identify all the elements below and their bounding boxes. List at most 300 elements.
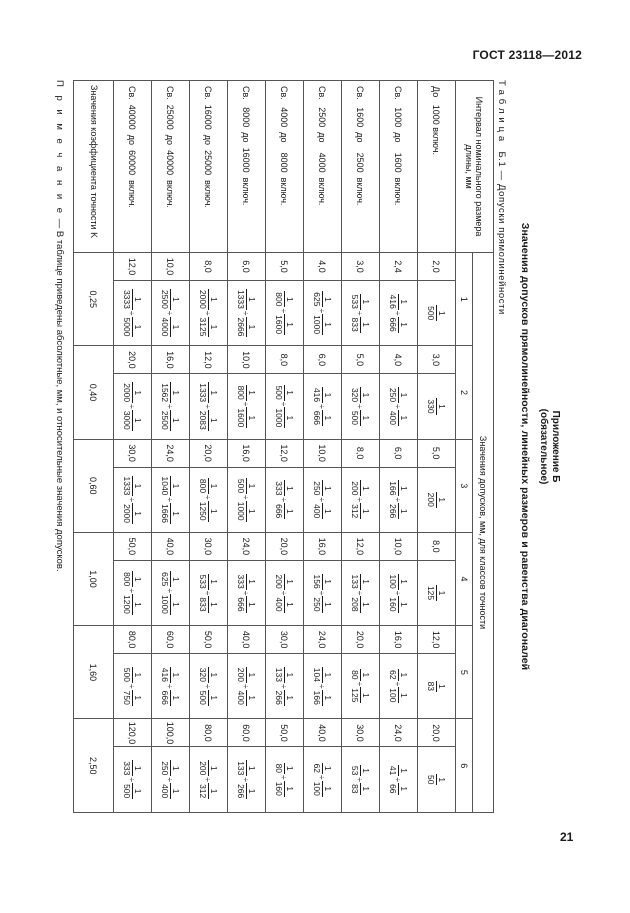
absolute-tolerance: 16,0 xyxy=(152,346,190,374)
fraction xyxy=(274,385,295,401)
range-separator: ÷ xyxy=(317,590,328,596)
fraction-numerator: 1 xyxy=(133,672,143,678)
fraction xyxy=(312,314,333,335)
fraction xyxy=(388,669,409,680)
fraction xyxy=(274,667,295,683)
fraction-denominator: 666 xyxy=(274,504,284,519)
fraction-numerator: 1 xyxy=(209,417,219,423)
relative-tolerance xyxy=(304,560,342,625)
absolute-tolerance: 10,0 xyxy=(304,439,342,467)
fraction-denominator: 800 xyxy=(236,385,246,400)
absolute-tolerance: 3,0 xyxy=(418,346,456,374)
absolute-tolerance: 12,0 xyxy=(190,346,228,374)
fraction xyxy=(236,596,257,612)
range-separator: ÷ xyxy=(165,777,176,783)
fraction-denominator: 104 xyxy=(312,667,322,682)
fraction-denominator: 3000 xyxy=(122,410,132,430)
fraction-numerator: 1 xyxy=(133,324,143,330)
fraction-denominator: 500 xyxy=(426,306,436,321)
standard-number: ГОСТ 23118—2012 xyxy=(472,48,582,62)
range-separator: ÷ xyxy=(317,683,328,689)
fraction-denominator: 666 xyxy=(160,690,170,705)
range-separator: ÷ xyxy=(203,590,214,596)
relative-tolerance xyxy=(190,281,228,346)
fraction-numerator: 1 xyxy=(171,511,181,516)
fraction xyxy=(160,783,181,799)
absolute-tolerance: 24,0 xyxy=(304,626,342,654)
fraction-numerator: 1 xyxy=(361,768,371,774)
absolute-tolerance: 8,0 xyxy=(418,532,456,560)
fraction-denominator: 400 xyxy=(274,597,284,612)
range-separator: ÷ xyxy=(203,495,214,500)
fraction xyxy=(350,294,371,310)
fraction xyxy=(160,317,181,338)
fraction-denominator: 312 xyxy=(350,504,360,519)
fraction xyxy=(198,574,219,590)
fraction-numerator: 1 xyxy=(399,415,409,421)
fraction xyxy=(274,781,295,797)
relative-tolerance xyxy=(304,467,342,532)
size-interval: Св. 2500 до 4000 включ. xyxy=(304,81,342,253)
fraction-denominator: 2000 xyxy=(122,383,132,403)
fraction-numerator: 1 xyxy=(247,695,257,701)
fraction-numerator: 1 xyxy=(209,508,219,514)
fraction-numerator: 1 xyxy=(399,392,409,398)
fraction xyxy=(122,382,143,403)
fraction-numerator: 1 xyxy=(323,322,333,327)
relative-tolerance xyxy=(380,654,418,719)
relative-tolerance xyxy=(380,374,418,439)
fraction-numerator: 1 xyxy=(285,765,295,771)
absolute-tolerance: 4,0 xyxy=(380,346,418,374)
range-separator: ÷ xyxy=(241,777,252,783)
fraction-numerator: 1 xyxy=(285,390,295,396)
note-text: — В таблице приведены абсолютные, мм, и относительные значения допусков. xyxy=(54,216,65,572)
relative-tolerance xyxy=(228,654,266,719)
k-coefficient-value: 0,60 xyxy=(74,439,114,532)
range-separator: ÷ xyxy=(393,310,404,316)
fraction xyxy=(122,410,143,431)
table-row xyxy=(342,81,380,813)
fraction-numerator: 1 xyxy=(399,485,409,491)
fraction-numerator: 1 xyxy=(133,765,143,771)
fraction-numerator: 1 xyxy=(171,576,181,582)
relative-tolerance xyxy=(114,654,152,719)
fraction-numerator: 1 xyxy=(323,786,333,792)
fraction-numerator: 1 xyxy=(133,602,143,607)
absolute-tolerance: 20,0 xyxy=(418,719,456,747)
fraction xyxy=(236,690,257,706)
fraction-numerator: 1 xyxy=(209,579,219,584)
fraction-denominator: 1000 xyxy=(236,501,246,521)
fraction xyxy=(160,667,181,683)
size-interval: Св. 1000 до 1600 включ. xyxy=(380,81,418,253)
fraction xyxy=(350,574,371,590)
range-separator: ÷ xyxy=(279,775,290,780)
fraction xyxy=(274,407,295,428)
fraction-denominator: 133 xyxy=(350,574,360,589)
absolute-tolerance: 6,0 xyxy=(380,439,418,467)
fraction-denominator: 1200 xyxy=(122,595,132,614)
absolute-tolerance: 12,0 xyxy=(114,253,152,281)
fraction xyxy=(426,398,447,414)
absolute-tolerance: 40,0 xyxy=(304,719,342,747)
fraction-numerator: 1 xyxy=(323,415,333,421)
fraction-numerator: 1 xyxy=(171,324,181,330)
relative-tolerance xyxy=(152,654,190,719)
table-row xyxy=(114,81,152,813)
absolute-tolerance: 5,0 xyxy=(266,253,304,281)
fraction-denominator: 1600 xyxy=(236,408,246,428)
absolute-tolerance: 2,4 xyxy=(380,253,418,281)
absolute-tolerance: 8,0 xyxy=(190,253,228,281)
range-separator: ÷ xyxy=(279,590,290,596)
fraction xyxy=(160,476,181,497)
fraction-numerator: 1 xyxy=(399,672,409,678)
fraction-denominator: 1666 xyxy=(160,504,170,524)
fraction-denominator: 800 xyxy=(122,572,132,587)
absolute-tolerance: 5,0 xyxy=(342,346,380,374)
range-separator: ÷ xyxy=(241,495,252,500)
class-header-6: 6 xyxy=(456,719,473,813)
fraction-denominator: 833 xyxy=(198,597,208,612)
fraction xyxy=(274,596,295,612)
absolute-tolerance: 6,0 xyxy=(304,346,342,374)
fraction xyxy=(122,667,143,683)
fraction xyxy=(274,480,295,496)
fraction xyxy=(350,480,371,496)
fraction-denominator: 833 xyxy=(350,317,360,332)
range-separator: ÷ xyxy=(355,681,366,687)
interval-column-header: Интервал номинального размера длины, мм xyxy=(456,81,494,253)
fraction xyxy=(198,289,219,310)
class-header-1: 1 xyxy=(456,253,473,346)
range-separator: ÷ xyxy=(241,310,252,316)
fraction xyxy=(198,667,219,683)
relative-tolerance xyxy=(418,654,456,719)
fraction-denominator: 53 xyxy=(350,765,360,776)
fraction-numerator: 1 xyxy=(209,788,219,794)
fraction-numerator: 1 xyxy=(361,579,371,584)
fraction xyxy=(236,289,257,310)
relative-tolerance xyxy=(114,747,152,813)
fraction xyxy=(122,503,143,524)
fraction-numerator: 1 xyxy=(247,415,257,421)
fraction-numerator: 1 xyxy=(285,297,295,302)
fraction xyxy=(350,765,371,776)
relative-tolerance xyxy=(380,747,418,813)
fraction xyxy=(236,385,257,401)
fraction-denominator: 166 xyxy=(312,690,322,705)
fraction-denominator: 533 xyxy=(198,574,208,589)
relative-tolerance xyxy=(266,560,304,625)
fraction xyxy=(312,410,333,426)
size-interval: Св. 4000 до 8000 включ. xyxy=(266,81,304,253)
range-separator: ÷ xyxy=(127,310,138,316)
fraction xyxy=(350,669,371,680)
fraction xyxy=(122,476,143,497)
fraction-denominator: 80 xyxy=(274,763,284,774)
relative-tolerance xyxy=(152,747,190,813)
fraction xyxy=(236,478,257,494)
table-row xyxy=(380,81,418,813)
relative-tolerance xyxy=(114,281,152,346)
relative-tolerance xyxy=(152,560,190,625)
table-caption: Т а б л и ц а Б.1 — Допуски прямолинейности xyxy=(496,80,507,315)
table-row xyxy=(304,81,342,813)
k-coefficient-value: 2,50 xyxy=(74,719,114,813)
range-separator: ÷ xyxy=(393,681,404,687)
fraction-numerator: 1 xyxy=(399,768,409,774)
fraction-numerator: 1 xyxy=(361,508,371,514)
range-separator: ÷ xyxy=(355,404,366,409)
fraction-denominator: 666 xyxy=(312,410,322,425)
fraction-denominator: 200 xyxy=(426,492,436,507)
fraction-denominator: 250 xyxy=(160,761,170,776)
relative-tolerance xyxy=(152,374,190,439)
fraction-numerator: 1 xyxy=(171,417,181,423)
fraction-numerator: 1 xyxy=(399,602,409,607)
fraction xyxy=(160,289,181,310)
fraction-numerator: 1 xyxy=(399,322,409,327)
fraction xyxy=(198,783,219,799)
note-prefix: П р и м е ч а н и е xyxy=(54,80,65,217)
fraction xyxy=(388,387,409,403)
fraction-denominator: 500 xyxy=(198,690,208,705)
fraction-denominator: 2500 xyxy=(160,289,170,309)
fraction-denominator: 416 xyxy=(312,387,322,403)
fraction xyxy=(198,478,219,494)
fraction-numerator: 1 xyxy=(247,602,257,607)
relative-tolerance xyxy=(342,281,380,346)
k-coefficient-label: Значения коэффициента точности K xyxy=(74,81,114,253)
range-separator: ÷ xyxy=(317,775,328,780)
fraction-numerator: 1 xyxy=(133,483,143,489)
fraction-denominator: 50 xyxy=(426,774,436,785)
fraction-numerator: 1 xyxy=(323,508,333,514)
fraction-denominator: 1250 xyxy=(198,501,208,521)
relative-tolerance xyxy=(342,747,380,813)
fraction-numerator: 1 xyxy=(437,310,447,316)
relative-tolerance xyxy=(228,281,266,346)
relative-tolerance xyxy=(342,654,380,719)
size-interval: Св. 8000 до 16000 включ. xyxy=(228,81,266,253)
fraction xyxy=(426,774,447,785)
range-separator: ÷ xyxy=(241,590,252,596)
fraction-numerator: 1 xyxy=(285,415,295,421)
fraction-numerator: 1 xyxy=(361,672,371,678)
fraction-denominator: 500 xyxy=(236,478,246,494)
fraction xyxy=(388,783,409,794)
absolute-tolerance: 10,0 xyxy=(228,346,266,374)
fraction-denominator: 125 xyxy=(426,585,436,601)
range-separator: ÷ xyxy=(127,683,138,689)
fraction-denominator: 1000 xyxy=(312,315,322,335)
absolute-tolerance: 30,0 xyxy=(342,719,380,747)
fraction xyxy=(388,765,409,776)
range-separator: ÷ xyxy=(393,497,404,503)
range-separator: ÷ xyxy=(279,497,290,503)
fraction xyxy=(198,410,219,431)
relative-tolerance xyxy=(190,467,228,532)
fraction-denominator: 133 xyxy=(274,667,284,682)
fraction xyxy=(312,574,333,590)
fraction xyxy=(426,305,447,321)
fraction-numerator: 1 xyxy=(133,390,143,396)
fraction xyxy=(160,503,181,524)
fraction-denominator: 3333 xyxy=(122,289,132,309)
fraction-denominator: 2666 xyxy=(236,317,246,337)
appendix-status: (обязательное) xyxy=(538,408,549,485)
fraction xyxy=(198,317,219,338)
relative-tolerance xyxy=(114,560,152,625)
k-coefficient-value: 0,40 xyxy=(74,346,114,439)
fraction-denominator: 83 xyxy=(350,784,360,794)
fraction-numerator: 1 xyxy=(399,693,409,698)
fraction-denominator: 320 xyxy=(198,667,208,682)
fraction-denominator: 750 xyxy=(122,690,132,705)
fraction-numerator: 1 xyxy=(361,392,371,398)
fraction-numerator: 1 xyxy=(361,415,371,421)
fraction xyxy=(236,407,257,428)
fraction xyxy=(274,314,295,335)
fraction-numerator: 1 xyxy=(285,485,295,491)
rotated-content xyxy=(54,80,563,813)
relative-tolerance xyxy=(418,281,456,346)
fraction-denominator: 250 xyxy=(388,387,398,403)
fraction xyxy=(236,760,257,776)
fraction xyxy=(350,687,371,703)
fraction xyxy=(388,503,409,519)
fraction-numerator: 1 xyxy=(247,483,257,489)
relative-tolerance xyxy=(228,467,266,532)
fraction xyxy=(236,667,257,683)
fraction-numerator: 1 xyxy=(209,483,219,489)
table-row xyxy=(418,81,456,813)
size-interval: Св. 1600 до 2500 включ. xyxy=(342,81,380,253)
fraction-numerator: 1 xyxy=(323,695,333,701)
fraction-numerator: 1 xyxy=(209,695,219,701)
fraction xyxy=(312,667,333,683)
fraction-numerator: 1 xyxy=(247,788,257,794)
fraction xyxy=(160,594,181,615)
fraction-numerator: 1 xyxy=(323,602,333,607)
fraction xyxy=(388,596,409,612)
absolute-tolerance: 12,0 xyxy=(266,439,304,467)
absolute-tolerance: 12,0 xyxy=(418,626,456,654)
absolute-tolerance: 24,0 xyxy=(380,719,418,747)
range-separator: ÷ xyxy=(165,683,176,689)
absolute-tolerance: 80,0 xyxy=(190,719,228,747)
range-separator: ÷ xyxy=(241,401,252,407)
absolute-tolerance: 16,0 xyxy=(228,439,266,467)
fraction-numerator: 1 xyxy=(171,695,181,701)
absolute-tolerance: 120,0 xyxy=(114,719,152,747)
fraction xyxy=(160,571,181,587)
fraction-numerator: 1 xyxy=(323,392,333,398)
appendix-title xyxy=(537,80,561,813)
fraction-numerator: 1 xyxy=(247,672,257,678)
relative-tolerance xyxy=(190,374,228,439)
page-number: 21 xyxy=(560,830,574,844)
fraction-denominator: 2083 xyxy=(198,410,208,430)
fraction-denominator: 333 xyxy=(122,761,132,776)
fraction-numerator: 1 xyxy=(285,508,295,514)
fraction-denominator: 5000 xyxy=(122,317,132,337)
fraction-denominator: 400 xyxy=(160,784,170,799)
fraction-numerator: 1 xyxy=(285,695,295,701)
range-separator: ÷ xyxy=(203,683,214,689)
fraction-denominator: 666 xyxy=(388,317,398,332)
range-separator: ÷ xyxy=(355,590,366,596)
absolute-tolerance: 40,0 xyxy=(152,532,190,560)
k-coefficient-value: 0,25 xyxy=(74,253,114,346)
classes-group-header: Значения допусков, мм, для классов точности xyxy=(473,253,494,813)
fraction xyxy=(388,294,409,310)
fraction-numerator: 1 xyxy=(247,508,257,514)
fraction-numerator: 1 xyxy=(437,404,447,409)
absolute-tolerance: 20,0 xyxy=(114,346,152,374)
fraction-numerator: 1 xyxy=(171,483,181,489)
fraction-denominator: 1333 xyxy=(236,289,246,309)
fraction xyxy=(198,382,219,403)
absolute-tolerance: 20,0 xyxy=(342,626,380,654)
fraction-numerator: 1 xyxy=(323,579,333,584)
absolute-tolerance: 2,0 xyxy=(418,253,456,281)
fraction xyxy=(388,574,409,590)
fraction-numerator: 1 xyxy=(133,417,143,423)
absolute-tolerance: 6,0 xyxy=(228,253,266,281)
fraction-numerator: 1 xyxy=(209,602,219,607)
k-coefficient-row xyxy=(74,81,114,813)
fraction-denominator: 3125 xyxy=(198,317,208,337)
absolute-tolerance: 16,0 xyxy=(380,626,418,654)
fraction xyxy=(312,387,333,403)
fraction-numerator: 1 xyxy=(399,786,409,792)
fraction-denominator: 800 xyxy=(274,292,284,307)
range-separator: ÷ xyxy=(393,404,404,409)
relative-tolerance xyxy=(304,654,342,719)
absolute-tolerance: 50,0 xyxy=(266,719,304,747)
fraction-denominator: 250 xyxy=(312,597,322,612)
fraction xyxy=(312,503,333,519)
fraction-numerator: 1 xyxy=(171,672,181,678)
fraction xyxy=(160,760,181,776)
fraction xyxy=(198,760,219,776)
relative-tolerance xyxy=(342,467,380,532)
fraction xyxy=(312,291,333,307)
fraction-denominator: 500 xyxy=(122,784,132,799)
range-separator: ÷ xyxy=(355,310,366,316)
fraction xyxy=(274,763,295,774)
fraction-denominator: 500 xyxy=(122,667,132,682)
fraction-numerator: 1 xyxy=(361,322,371,327)
range-separator: ÷ xyxy=(279,401,290,407)
range-separator: ÷ xyxy=(165,310,176,316)
fraction-denominator: 800 xyxy=(198,478,208,494)
fraction-numerator: 1 xyxy=(209,765,219,771)
absolute-tolerance: 100,0 xyxy=(152,719,190,747)
absolute-tolerance: 50,0 xyxy=(190,626,228,654)
fraction xyxy=(160,410,181,431)
fraction xyxy=(198,501,219,522)
fraction xyxy=(426,492,447,508)
fraction-denominator: 83 xyxy=(426,681,436,692)
fraction-denominator: 400 xyxy=(312,504,322,519)
absolute-tolerance: 24,0 xyxy=(228,532,266,560)
fraction-denominator: 416 xyxy=(160,667,170,682)
relative-tolerance xyxy=(418,467,456,532)
